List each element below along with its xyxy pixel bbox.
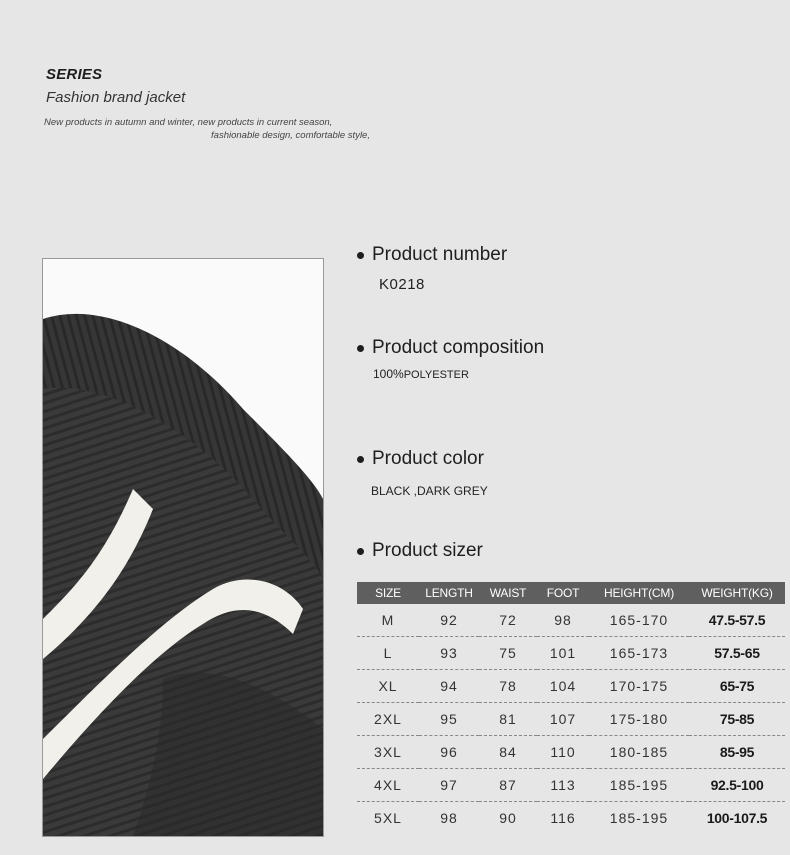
cell-length: 97 bbox=[419, 769, 479, 802]
tagline-line-1: New products in autumn and winter, new products in current season, bbox=[44, 117, 333, 128]
product-composition-label: Product composition bbox=[372, 337, 545, 358]
cell-size: 5XL bbox=[374, 810, 402, 826]
size-table-header bbox=[357, 582, 785, 604]
cell-height: 170-175 bbox=[589, 670, 689, 703]
cell-size: XL bbox=[357, 670, 419, 703]
header-size: SIZE bbox=[357, 582, 419, 604]
pants-closeup-illustration bbox=[43, 259, 323, 836]
cell-height: 175-180 bbox=[589, 703, 689, 736]
product-color-label: Product color bbox=[372, 448, 484, 469]
bullet-icon bbox=[357, 548, 364, 555]
cell-waist: 87 bbox=[479, 769, 537, 802]
cell-size: 4XL bbox=[357, 769, 419, 802]
table-row bbox=[357, 802, 785, 835]
cell-waist: 75 bbox=[479, 637, 537, 670]
bullet-icon bbox=[357, 252, 364, 259]
cell-length: 96 bbox=[419, 736, 479, 769]
cell-weight: 100-107.5 bbox=[706, 810, 768, 826]
cell-weight: 57.5-65 bbox=[689, 637, 785, 670]
cell-size: 3XL bbox=[357, 736, 419, 769]
cell-weight: 65-75 bbox=[689, 670, 785, 703]
cell-size: M bbox=[357, 604, 419, 637]
product-size-label: Product sizer bbox=[372, 540, 483, 561]
series-label: SERIES bbox=[46, 66, 103, 83]
cell-foot: 98 bbox=[537, 604, 589, 637]
bullet-icon bbox=[357, 456, 364, 463]
header-length: LENGTH bbox=[419, 582, 479, 604]
cell-length: 93 bbox=[419, 637, 479, 670]
bullet-icon bbox=[357, 345, 364, 352]
cell-height: 165-170 bbox=[589, 604, 689, 637]
tagline-line-2: fashionable design, comfortable style, bbox=[211, 130, 370, 141]
cell-height: 185-195 bbox=[609, 810, 669, 826]
table-row bbox=[357, 736, 785, 769]
product-number-section bbox=[357, 244, 507, 293]
cell-weight: 75-85 bbox=[689, 703, 785, 736]
product-composition-section bbox=[357, 337, 544, 381]
cell-foot: 110 bbox=[537, 736, 589, 769]
brand-title: Fashion brand jacket bbox=[46, 89, 186, 106]
composition-material: POLYESTER bbox=[403, 369, 469, 381]
header-weight: WEIGHT(KG) bbox=[689, 582, 785, 604]
size-table bbox=[357, 582, 785, 834]
product-size-section bbox=[357, 540, 483, 562]
cell-height: 165-173 bbox=[589, 637, 689, 670]
cell-foot: 104 bbox=[537, 670, 589, 703]
product-number-value: K0218 bbox=[379, 276, 425, 293]
cell-size: 2XL bbox=[357, 703, 419, 736]
product-composition-value bbox=[373, 367, 544, 381]
header bbox=[46, 66, 386, 142]
product-photo bbox=[42, 258, 324, 837]
table-row bbox=[357, 703, 785, 736]
cell-foot: 101 bbox=[537, 637, 589, 670]
tagline bbox=[46, 116, 386, 142]
cell-length: 98 bbox=[440, 810, 458, 826]
product-color-value: BLACK ,DARK GREY bbox=[371, 484, 488, 498]
cell-height: 185-195 bbox=[589, 769, 689, 802]
table-row bbox=[357, 769, 785, 802]
table-row bbox=[357, 637, 785, 670]
composition-percent: 100% bbox=[373, 367, 404, 381]
header-waist: WAIST bbox=[479, 582, 537, 604]
product-number-label: Product number bbox=[372, 244, 508, 265]
cell-weight: 47.5-57.5 bbox=[689, 604, 785, 637]
cell-size: L bbox=[357, 637, 419, 670]
product-color-section bbox=[357, 448, 488, 498]
cell-waist: 78 bbox=[479, 670, 537, 703]
cell-length: 94 bbox=[419, 670, 479, 703]
cell-weight: 92.5-100 bbox=[689, 769, 785, 802]
cell-foot: 113 bbox=[537, 769, 589, 802]
cell-waist: 90 bbox=[499, 810, 517, 826]
cell-length: 92 bbox=[419, 604, 479, 637]
table-row bbox=[357, 604, 785, 637]
cell-height: 180-185 bbox=[589, 736, 689, 769]
cell-foot: 107 bbox=[537, 703, 589, 736]
header-foot: FOOT bbox=[537, 582, 589, 604]
cell-weight: 85-95 bbox=[689, 736, 785, 769]
table-row bbox=[357, 670, 785, 703]
cell-waist: 72 bbox=[479, 604, 537, 637]
header-height: HEIGHT(CM) bbox=[589, 582, 689, 604]
cell-foot: 116 bbox=[550, 810, 576, 826]
cell-length: 95 bbox=[419, 703, 479, 736]
cell-waist: 84 bbox=[479, 736, 537, 769]
cell-waist: 81 bbox=[479, 703, 537, 736]
